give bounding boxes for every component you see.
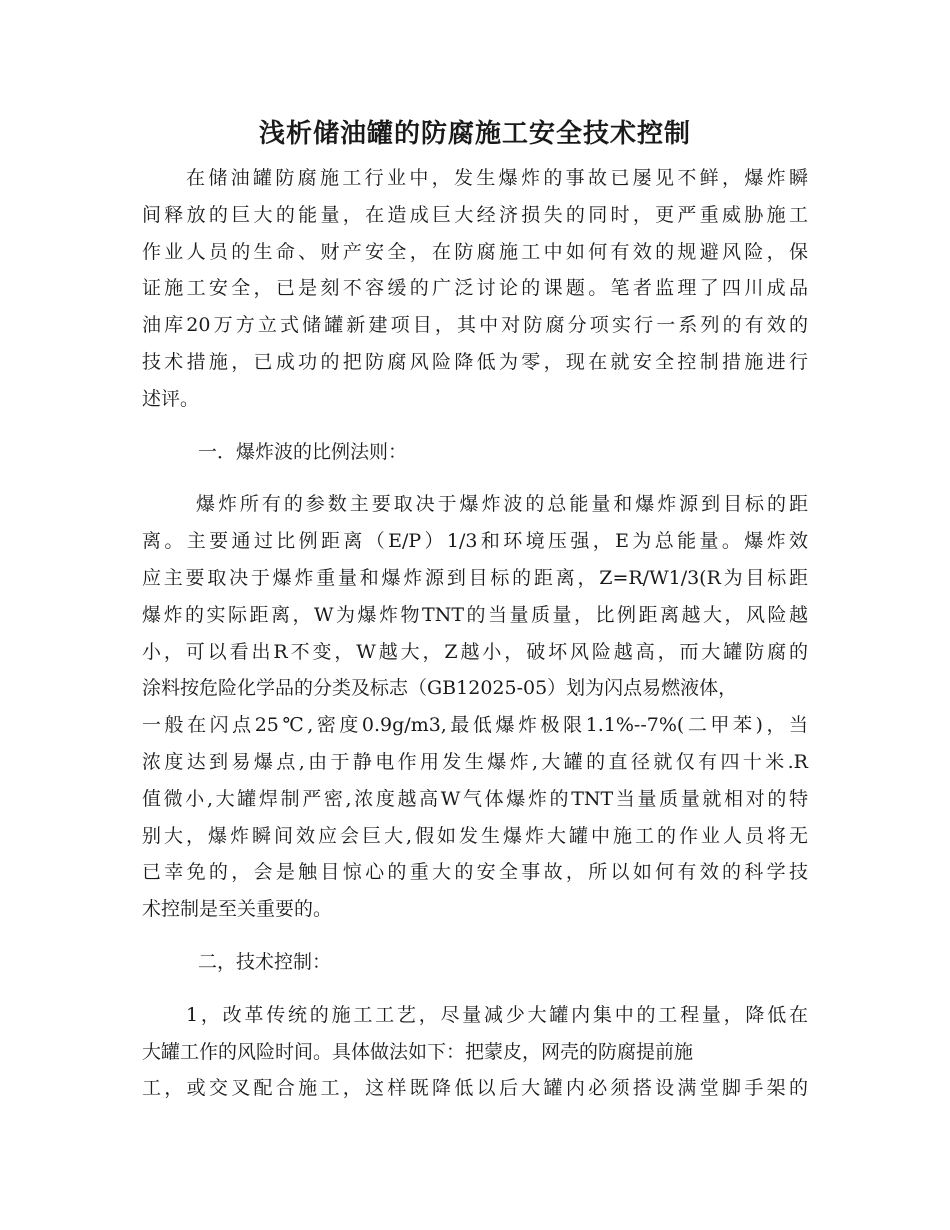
document-title: 浅析储油罐的防腐施工安全技术控制	[258, 119, 691, 149]
text-line: 已幸免的，会是触目惊心的重大的安全事故，所以如何有效的科学技	[142, 861, 808, 884]
spacer	[142, 928, 808, 944]
intro-paragraph	[142, 160, 808, 418]
text-line: 小，可以看出R不变，W越大，Z越小，破坏风险越高，而大罐防腐的	[142, 640, 808, 663]
section-1-heading: 一．爆炸波的比例法则：	[198, 440, 408, 463]
text-line: 爆炸所有的参数主要取决于爆炸波的总能量和爆炸源到目标的距	[196, 493, 808, 516]
spacer	[142, 418, 808, 434]
document-page	[142, 112, 808, 1107]
text-line: 述评。	[142, 387, 200, 410]
section-2-heading: 二，技术控制：	[198, 950, 332, 973]
text-line: 术控制是至关重要的。	[142, 898, 333, 921]
spacer	[142, 981, 808, 997]
text-line: 证施工安全，已是刻不容缓的广泛讨论的课题。笔者监理了四川成品	[142, 277, 808, 300]
text-line: 工，或交叉配合施工，这样既降低以后大罐内必须搭设满堂脚手架的	[142, 1077, 808, 1100]
text-line: 1，改革传统的施工工艺，尽量减少大罐内集中的工程量，降低在	[186, 1003, 808, 1026]
text-line: 爆炸的实际距离，W为爆炸物TNT的当量质量，比例距离越大，风险越	[142, 603, 808, 626]
text-line: 离。主要通过比例距离（E/P）1/3和环境压强，E为总能量。爆炸效	[142, 530, 808, 553]
spacer	[142, 470, 808, 486]
section-2-paragraph	[142, 997, 808, 1107]
text-line: 技术措施，已成功的把防腐风险降低为零，现在就安全控制措施进行	[142, 350, 808, 373]
text-line: 油库20万方立式储罐新建项目，其中对防腐分项实行一系列的有效的	[142, 314, 808, 337]
text-line: 大罐工作的风险时间。具体做法如下：把蒙皮，网壳的防腐提前施	[142, 1040, 694, 1063]
text-line: 作业人员的生命、财产安全，在防腐施工中如何有效的规避风险，保	[142, 240, 808, 263]
text-line: 在储油罐防腐施工行业中，发生爆炸的事故已屡见不鲜，爆炸瞬	[186, 167, 808, 189]
text-line: 别大，爆炸瞬间效应会巨大,假如发生爆炸大罐中施工的作业人员将无	[142, 824, 808, 847]
text-line: 值微小,大罐焊制严密,浓度越高W气体爆炸的TNT当量质量就相对的特	[142, 787, 808, 810]
section-1-paragraph	[142, 486, 808, 928]
text-line: 浓度达到易爆点,由于静电作用发生爆炸,大罐的直径就仅有四十米.R	[142, 750, 808, 773]
text-line: 间释放的巨大的能量，在造成巨大经济损失的同时，更严重威胁施工	[142, 203, 808, 226]
text-line: 一般在闪点25℃,密度0.9g/m3,最低爆炸极限1.1%--7%(二甲苯)，当	[142, 714, 808, 737]
text-line: 涂料按危险化学品的分类及标志（GB12025-05）划为闪点易燃液体，	[142, 677, 738, 700]
text-line: 应主要取决于爆炸重量和爆炸源到目标的距离，Z=R/W1/3(R为目标距	[142, 566, 808, 589]
